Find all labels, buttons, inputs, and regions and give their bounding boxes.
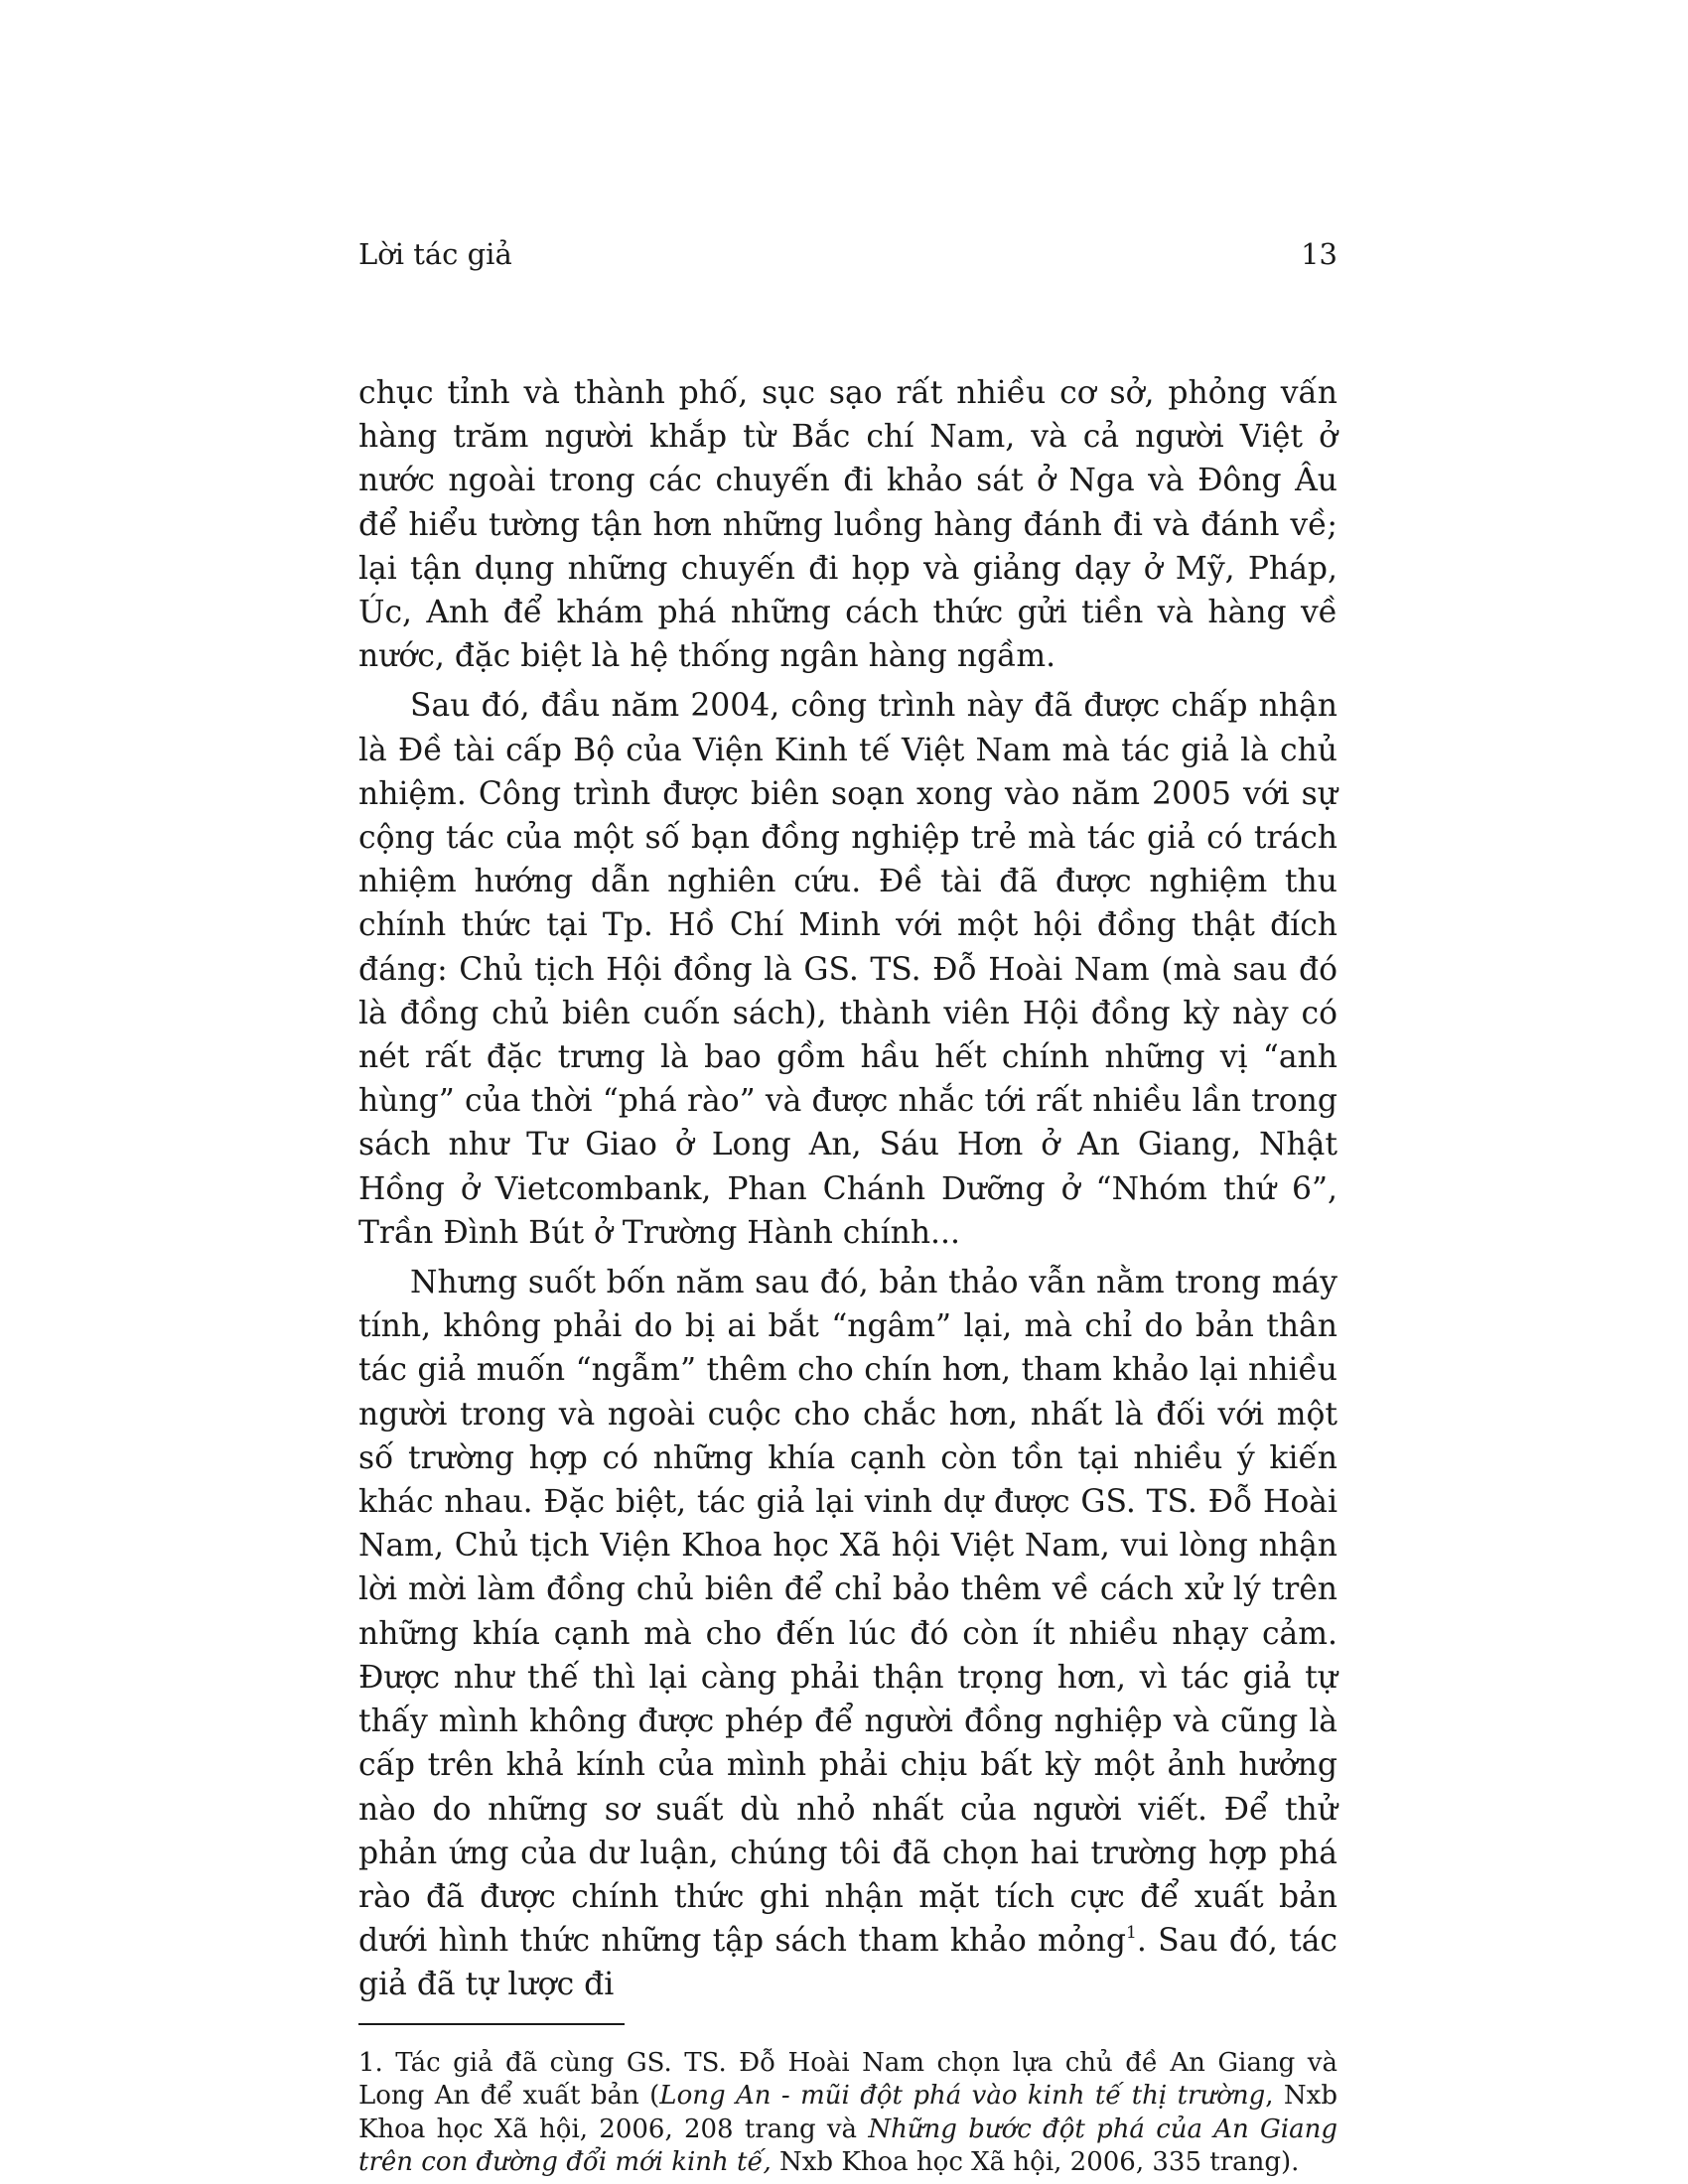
paragraph-text-tail: . Sau đó, tác giả đã tự lược đi — [358, 1923, 1337, 2003]
paragraph-text: Nhưng suốt bốn năm sau đó, bản thảo vẫn nằm trong máy tính, không phải do bị ai bắt “ngâm” lại, mà chỉ do bản thân tác giả muốn “ngẫm” thêm cho chín hơn, tham khảo lại nhiều người trong và ngoài cuộc cho chắc hơn, nhất là đối với một số trường hợp có những khía cạnh còn tồn tại nhiều ý kiến khác nhau. Đặc biệt, tác giả lại vinh dự được GS. TS. Đỗ Hoài Nam, Chủ tịch Viện Khoa học Xã hội Việt Nam, vui lòng nhận lời mời làm đồng chủ biên để chỉ bảo thêm về cách xử lý trên những khía cạnh mà cho đến lúc đó còn ít nhiều nhạy cảm. Được như thế thì lại càng phải thận trọng hơn, vì tác giả tự thấy mình không được phép để người đồng nghiệp và cũng là cấp trên khả kính của mình phải chịu bất kỳ một ảnh hưởng nào do những sơ suất dù nhỏ nhất của người viết. Để thử phản ứng của dư luận, chúng tôi đã chọn hai trường hợp phá rào đã được chính thức ghi nhận mặt tích cực để xuất bản dưới hình thức những tập sách tham khảo mỏng — [358, 1265, 1337, 1960]
footnote — [358, 2047, 1337, 2180]
footnote-end: Nxb Khoa học Xã hội, 2006, 335 trang). — [771, 2147, 1300, 2178]
footnote-book-title: Long An - mũi đột phá vào kinh tế thị trường — [659, 2081, 1266, 2112]
footnote-divider — [358, 2023, 625, 2025]
footnote-intro: 1. Tác giả đã cùng GS. TS. Đỗ Hoài Nam chọn lựa chủ đề An Giang và Long An để xuất bản ( — [358, 2047, 1337, 2112]
paragraph-continued: chục tỉnh và thành phố, sục sạo rất nhiều cơ sở, phỏng vấn hàng trăm người khắp từ Bắc chí Nam, và cả người Việt ở nước ngoài trong các chuyến đi khảo sát ở Nga và Đông Âu để hiểu tường tận hơn những luồng hàng đánh đi và đánh về; lại tận dụng những chuyến đi họp và giảng dạy ở Mỹ, Pháp, Úc, Anh để khám phá những cách thức gửi tiền và hàng về nước, đặc biệt là hệ thống ngân hàng ngầm. — [358, 375, 1337, 675]
paragraph — [358, 1261, 1337, 2006]
page-number: 13 — [1301, 237, 1337, 271]
footnote-reference: 1 — [1126, 1923, 1137, 1944]
paragraph: Sau đó, đầu năm 2004, công trình này đã được chấp nhận là Đề tài cấp Bộ của Viện Kinh tế Việt Nam mà tác giả là chủ nhiệm. Công trình được biên soạn xong vào năm 2005 với sự cộng tác của một số bạn đồng nghiệp trẻ mà tác giả có trách nhiệm hướng dẫn nghiên cứu. Đề tài đã được nghiệm thu chính thức tại Tp. Hồ Chí Minh với một hội đồng thật đích đáng: Chủ tịch Hội đồng là GS. TS. Đỗ Hoài Nam (mà sau đó là đồng chủ biên cuốn sách), thành viên Hội đồng kỳ này có nét rất đặc trưng là bao gồm hầu hết chính những vị “anh hùng” của thời “phá rào” và được nhắc tới rất nhiều lần trong sách như Tư Giao ở Long An, Sáu Hơn ở An Giang, Nhật Hồng ở Vietcombank, Phan Chánh Dưỡng ở “Nhóm thứ 6”, Trần Đình Bút ở Trường Hành chính... — [358, 688, 1337, 1251]
chapter-title: Lời tác giả — [358, 237, 512, 271]
body-text — [358, 371, 1337, 2007]
book-page — [358, 234, 1337, 2180]
footnote-middle: , Nxb Khoa học Xã hội, 2006, 208 trang và — [358, 2081, 1337, 2144]
footnote-book-title: Những bước đột phá của An Giang trên con đường đổi mới kinh tế, — [358, 2114, 1337, 2178]
footnote-text — [358, 2047, 1337, 2180]
running-header — [358, 234, 1337, 274]
